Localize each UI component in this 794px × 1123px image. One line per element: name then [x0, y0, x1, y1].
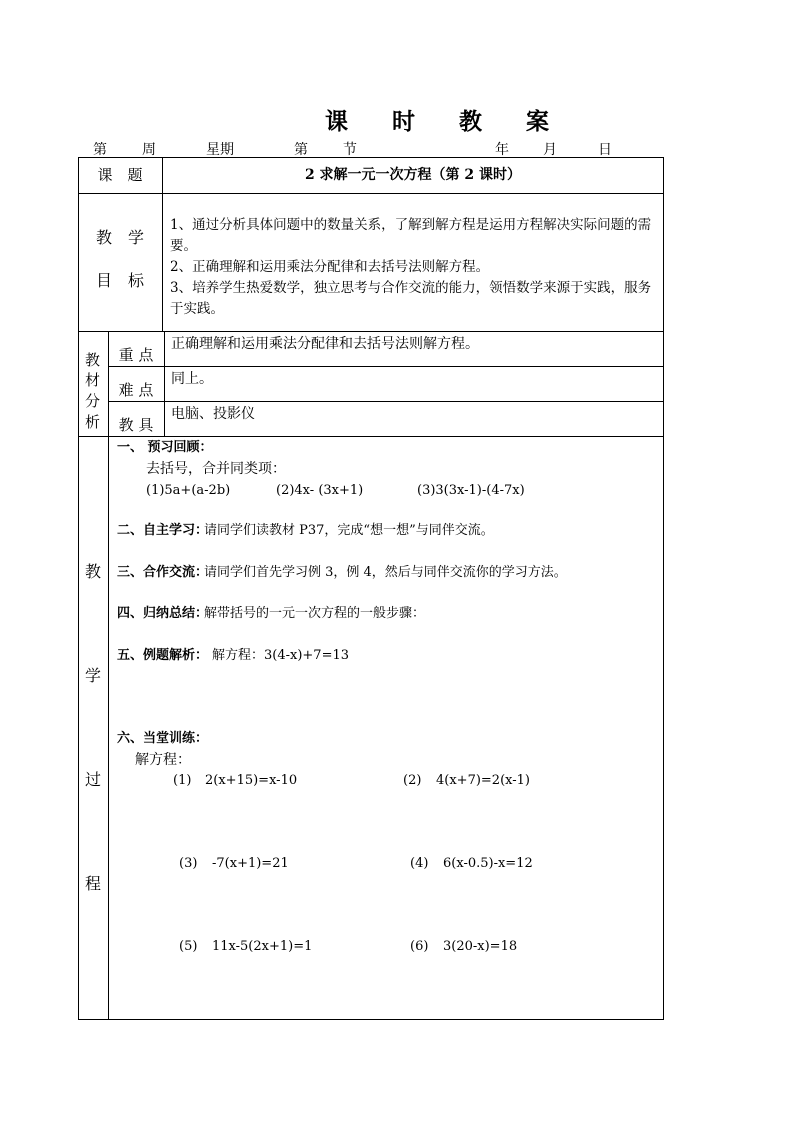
exercise-1-number: (1): [173, 773, 192, 788]
section-1-desc: 去括号，合并同类项：: [146, 461, 286, 477]
exercise-6-expression: 3(20-x)=18: [443, 939, 518, 954]
exercise-3-number: (3): [179, 856, 198, 871]
section-1-expr-2: (2)4x- (3x+1): [276, 483, 364, 498]
goals-label-bottom: 目 标: [95, 271, 144, 290]
section-3-title: 三、合作交流：: [117, 565, 209, 580]
teaching-aids-value: 电脑、投影仪: [171, 406, 255, 422]
section-1-expr-3: (3)3(3x-1)-(4-7x): [417, 483, 525, 498]
difficulty-value: 同上。: [171, 371, 213, 387]
analysis-label-char-1: 教: [85, 351, 101, 369]
topic-label: 课 题: [97, 166, 143, 184]
exercise-3-expression: -7(x+1)=21: [212, 856, 289, 871]
process-label-char-3: 过: [85, 770, 102, 789]
exercise-6-number: (6): [410, 939, 429, 954]
exercise-4-number: (4): [410, 856, 429, 871]
exercise-2-number: (2): [403, 773, 422, 788]
process-label-char-1: 教: [85, 562, 102, 581]
process-label-char-4: 程: [85, 874, 102, 893]
goal-item-3: 3、培养学生热爱数学，独立思考与合作交流的能力，领悟数学来源于实践，服务于实践。: [170, 280, 652, 317]
date-year-label: 年: [495, 142, 509, 158]
section-1-title: 一、 预习回顾：: [117, 440, 213, 455]
section-5-text: 解方程：3(4-x)+7=13: [212, 648, 350, 663]
analysis-label-char-2: 材: [85, 371, 101, 389]
key-point-label: 重 点: [118, 346, 154, 364]
analysis-label-char-3: 分: [85, 392, 101, 410]
goal-item-1: 1、通过分析具体问题中的数量关系，了解到解方程是运用方程解决实际问题的需要。: [170, 217, 652, 254]
exercise-4-expression: 6(x-0.5)-x=12: [443, 856, 533, 871]
document-title: 课 时 教 案: [325, 108, 568, 135]
goals-label-top: 教 学: [95, 228, 144, 247]
date-weekday-label: 星期: [206, 142, 234, 158]
date-line: [78, 139, 664, 157]
section-3-text: 请同学们首先学习例 3，例 4，然后与同伴交流你的学习方法。: [204, 565, 567, 580]
topic-value: 2 求解一元一次方程（第 2 课时）: [304, 167, 522, 183]
section-2-title: 二、自主学习：: [117, 523, 209, 538]
key-point-value: 正确理解和运用乘法分配律和去括号法则解方程。: [171, 336, 479, 352]
date-di2-label: 第: [294, 142, 308, 158]
section-4-title: 四、归纳总结：: [117, 606, 209, 621]
date-day-label: 日: [598, 142, 612, 158]
section-5-title: 五、例题解析：: [117, 648, 209, 663]
teaching-aids-label: 教 具: [118, 416, 154, 434]
section-6-desc: 解方程：: [135, 752, 191, 768]
date-month-label: 月: [543, 142, 557, 158]
process-label-char-2: 学: [85, 666, 102, 685]
exercise-5-expression: 11x-5(2x+1)=1: [212, 939, 313, 954]
section-2-text: 请同学们读教材 P37，完成“想一想”与同伴交流。: [204, 523, 494, 538]
analysis-label-char-4: 析: [85, 413, 101, 431]
exercise-2-expression: 4(x+7)=2(x-1): [436, 773, 530, 788]
date-week-label: 周: [142, 142, 156, 158]
exercise-1-expression: 2(x+15)=x-10: [205, 773, 298, 788]
section-4-text: 解带括号的一元一次方程的一般步骤：: [204, 606, 426, 621]
date-di-label: 第: [93, 142, 107, 158]
section-6-title: 六、当堂训练：: [117, 731, 209, 746]
exercise-5-number: (5): [179, 939, 198, 954]
difficulty-label: 难 点: [118, 381, 154, 399]
section-1-expr-1: (1)5a+(a-2b): [146, 483, 231, 498]
goal-item-2: 2、正确理解和运用乘法分配律和去括号法则解方程。: [170, 259, 490, 275]
date-period-label: 节: [343, 142, 357, 158]
